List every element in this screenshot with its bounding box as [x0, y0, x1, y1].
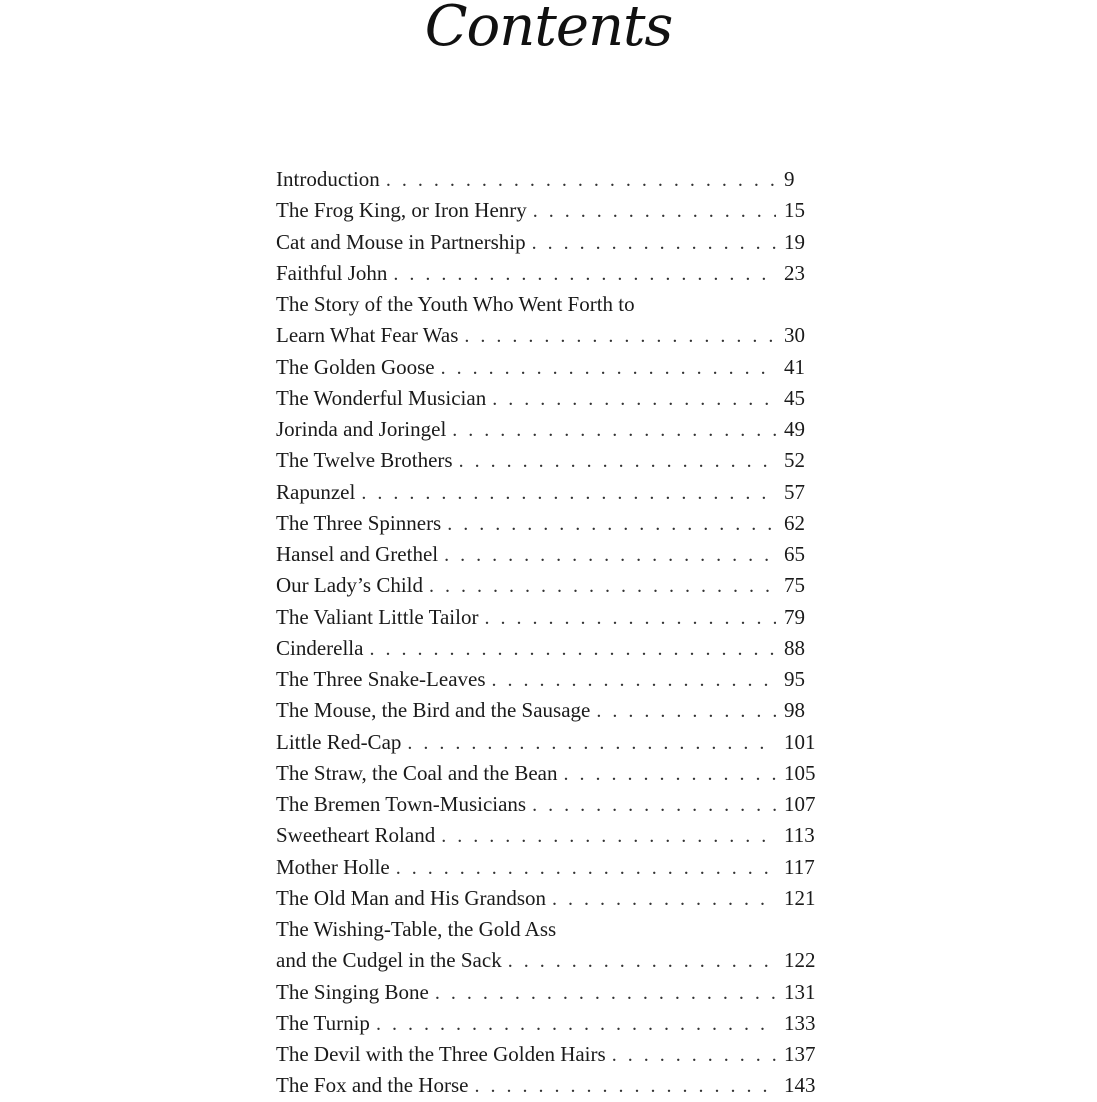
toc-entry-title: Mother Holle: [276, 854, 390, 879]
toc-entry-title: Our Lady’s Child: [276, 573, 423, 598]
toc-entry: [276, 258, 824, 289]
toc-entry: [276, 570, 824, 601]
toc-entry-title: Cat and Mouse in Partnership: [276, 229, 526, 254]
toc-entry-title: Sweetheart Roland: [276, 823, 436, 848]
toc-page-number: 88: [784, 635, 805, 660]
toc-entry-line: [276, 945, 824, 976]
dot-leader: [552, 884, 776, 914]
toc-entry-line: [276, 195, 824, 226]
toc-page-number: 57: [784, 479, 805, 504]
toc-entry-title: The Frog King, or Iron Henry: [276, 198, 527, 223]
dot-leader: [429, 571, 776, 601]
toc-page-number: 113: [784, 823, 815, 848]
toc-entry: [276, 914, 824, 977]
dot-leader: [369, 634, 776, 664]
toc-entry-title: Faithful John: [276, 260, 388, 285]
toc-entry-line: [276, 1008, 824, 1039]
dot-leader: [532, 228, 776, 258]
toc-entry: [276, 852, 824, 883]
toc-entry-line: [276, 227, 824, 258]
toc-page-number: 117: [784, 854, 815, 879]
toc-entry-title: Cinderella: [276, 635, 364, 660]
toc-page-number: 49: [784, 417, 805, 441]
toc-entry-line-continued: [276, 289, 824, 320]
toc-page-number: 121: [784, 885, 816, 910]
toc-entry-title: Little Red-Cap: [276, 729, 402, 754]
toc-entry-line: [276, 1039, 824, 1070]
toc-entry-title: Rapunzel: [276, 479, 356, 504]
toc-entry-line-continued: [276, 914, 824, 945]
toc-entry: [276, 164, 824, 195]
toc-entry-line: [276, 477, 824, 508]
toc-entry-title: The Twelve Brothers: [276, 448, 453, 473]
toc-entry-line: [276, 164, 824, 195]
toc-page-number: 98: [784, 698, 805, 723]
dot-leader: [612, 1040, 776, 1070]
toc-page-number: 65: [784, 542, 805, 566]
toc-entry-line: [276, 852, 824, 883]
toc-entry: [276, 383, 824, 414]
toc-entry-line: [276, 414, 824, 445]
toc-entry: [276, 227, 824, 258]
toc-entry: [276, 664, 824, 695]
toc-entry-line: [276, 352, 824, 383]
toc-entry: [276, 414, 824, 445]
toc-page-number: 143: [784, 1073, 816, 1098]
toc-entry-line: [276, 883, 824, 914]
toc-entry-title: The Golden Goose: [276, 354, 435, 379]
toc-entry: [276, 820, 824, 851]
toc-entry-line: [276, 383, 824, 414]
toc-entry-title: The Straw, the Coal and the Bean: [276, 760, 558, 785]
toc-entry-title: The Three Snake-Leaves: [276, 667, 486, 691]
toc-page-number: 122: [784, 948, 816, 973]
toc-page-number: 95: [784, 667, 805, 691]
dot-leader: [447, 509, 776, 539]
toc-entry-line: [276, 789, 824, 820]
toc-entry-title: Hansel and Grethel: [276, 542, 439, 566]
toc-entry-line: [276, 570, 824, 601]
toc-entry-title: The Old Man and His Grandson: [276, 885, 547, 910]
dot-leader: [444, 540, 776, 570]
toc-entry: [276, 602, 824, 633]
dot-leader: [435, 978, 776, 1008]
toc-entry: [276, 1008, 824, 1039]
toc-entry-line: [276, 727, 824, 758]
toc-page-number: 9: [784, 167, 795, 191]
toc-entry-title: The Singing Bone: [276, 979, 429, 1004]
toc-entry-line: [276, 258, 824, 289]
toc-entry-line: [276, 820, 824, 851]
toc-entry-line: [276, 695, 824, 726]
page-title: Contents: [424, 0, 673, 59]
toc-entry-title: Learn What Fear Was: [276, 323, 459, 348]
toc-entry-title: The Mouse, the Bird and the Sausage: [276, 698, 591, 723]
dot-leader: [396, 853, 776, 883]
toc-entry-line: [276, 508, 824, 539]
toc-entry: [276, 727, 824, 758]
dot-leader: [492, 665, 776, 695]
dot-leader: [452, 415, 776, 445]
toc-entry: [276, 695, 824, 726]
toc-entry-line: [276, 602, 824, 633]
toc-entry-line: [276, 320, 824, 351]
toc-page-number: 45: [784, 385, 805, 410]
dot-leader: [441, 353, 776, 383]
toc-page-number: 101: [784, 729, 816, 754]
toc-entry-title: The Turnip: [276, 1010, 370, 1035]
toc-entry: [276, 758, 824, 789]
dot-leader: [386, 165, 776, 195]
toc-page-number: 131: [784, 979, 816, 1004]
toc-entry-title: The Story of the Youth Who Went Forth to: [276, 292, 635, 316]
toc-entry: [276, 195, 824, 226]
toc-entry-line: [276, 977, 824, 1008]
toc-entry-title: and the Cudgel in the Sack: [276, 948, 502, 973]
dot-leader: [393, 259, 776, 289]
dot-leader: [492, 384, 776, 414]
toc-entry-line: [276, 445, 824, 476]
toc-entry: [276, 508, 824, 539]
toc-entry-title: The Three Spinners: [276, 510, 442, 535]
toc-entry: [276, 477, 824, 508]
toc-page-number: 79: [784, 604, 805, 629]
dot-leader: [376, 1009, 776, 1039]
toc-entry-title: Jorinda and Joringel: [276, 417, 447, 441]
toc-page-number: 23: [784, 260, 805, 285]
toc-entry: [276, 352, 824, 383]
toc-entry-line: [276, 633, 824, 664]
toc-page-number: 137: [784, 1042, 816, 1066]
toc-page-number: 105: [784, 760, 816, 785]
toc-entry: [276, 789, 824, 820]
toc-entry: [276, 289, 824, 352]
toc-entry-line: [276, 758, 824, 789]
toc-entry: [276, 633, 824, 664]
dot-leader: [361, 478, 776, 508]
toc-page-number: 107: [784, 792, 816, 816]
toc-entry-title: Introduction: [276, 167, 380, 191]
toc-page-number: 133: [784, 1010, 816, 1035]
dot-leader: [441, 821, 776, 851]
toc-entry: [276, 1039, 824, 1070]
toc-page-number: 19: [784, 229, 805, 254]
dot-leader: [484, 603, 776, 633]
toc-page-number: 62: [784, 510, 805, 535]
toc-page-number: 52: [784, 448, 805, 473]
toc-entry-title: The Bremen Town-Musicians: [276, 792, 527, 816]
dot-leader: [596, 696, 776, 726]
toc-entry: [276, 977, 824, 1008]
dot-leader: [508, 946, 776, 976]
toc-entry-title: The Devil with the Three Golden Hairs: [276, 1042, 606, 1066]
dot-leader: [407, 728, 776, 758]
toc-entry: [276, 539, 824, 570]
toc-entry: [276, 883, 824, 914]
dot-leader: [464, 321, 776, 351]
dot-leader: [563, 759, 776, 789]
dot-leader: [532, 790, 776, 820]
toc-page-number: 75: [784, 573, 805, 598]
toc-page-number: 30: [784, 323, 805, 348]
toc-entry-title: The Valiant Little Tailor: [276, 604, 479, 629]
toc-entry: [276, 445, 824, 476]
dot-leader: [459, 446, 776, 476]
dot-leader: [533, 196, 776, 226]
toc-entry-line: [276, 539, 824, 570]
toc-page-number: 15: [784, 198, 805, 223]
toc-entry-title: The Wonderful Musician: [276, 385, 487, 410]
toc-entry-title: The Fox and the Horse: [276, 1073, 469, 1098]
toc-entry-line: [276, 664, 824, 695]
toc-entry-title: The Wishing-Table, the Gold Ass: [276, 917, 557, 941]
toc-page-number: 41: [784, 354, 805, 379]
table-of-contents: [276, 164, 824, 1102]
